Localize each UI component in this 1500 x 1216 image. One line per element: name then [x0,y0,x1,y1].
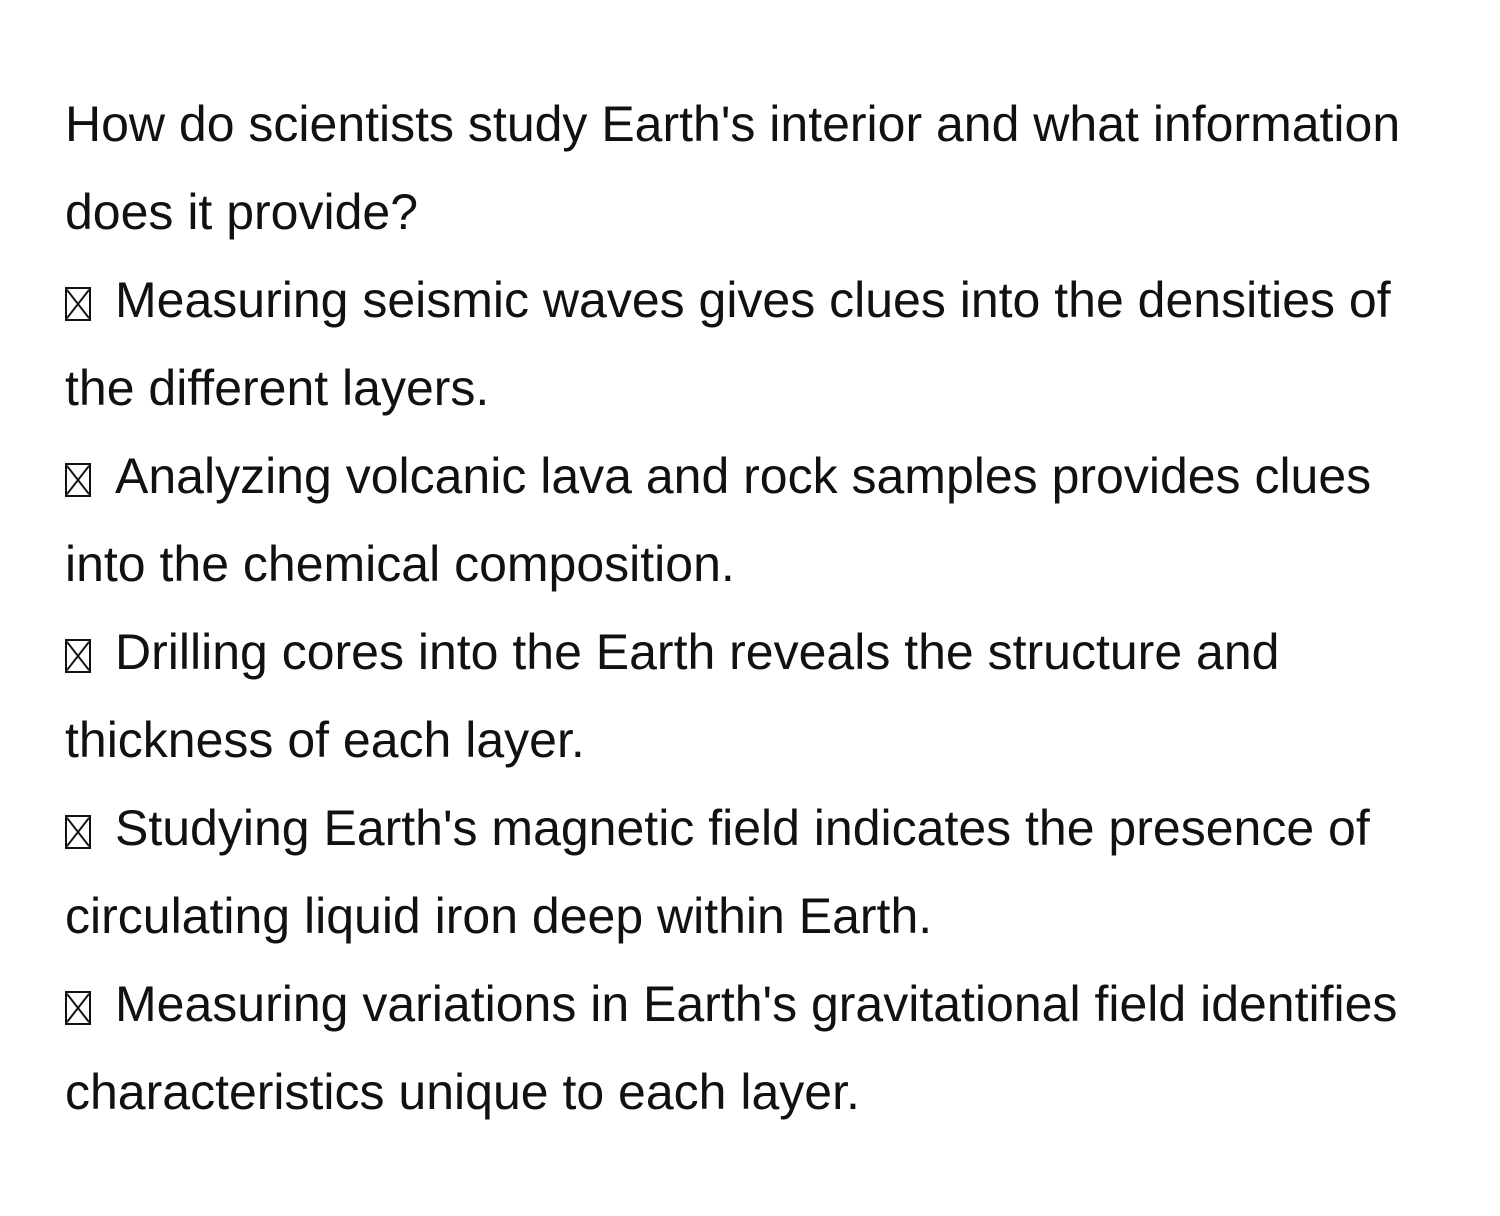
answer-option-label: Analyzing volcanic lava and rock samples provides clues into the chemical composition. [65,448,1372,592]
answer-option-label: Studying Earth's magnetic field indicates the presence of circulating liquid iron deep within Earth. [65,800,1370,944]
quiz-card [65,80,1455,1136]
answer-option[interactable] [65,784,1455,960]
answer-option-label: Measuring variations in Earth's gravitational field identifies characteristics unique to each layer. [65,976,1398,1120]
answer-option-label: Drilling cores into the Earth reveals the structure and thickness of each layer. [65,624,1280,768]
checkbox-icon[interactable] [65,639,91,673]
answer-option[interactable] [65,608,1455,784]
checkbox-icon[interactable] [65,815,91,849]
answer-option[interactable] [65,256,1455,432]
checkbox-icon[interactable] [65,991,91,1025]
checkbox-icon[interactable] [65,287,91,321]
checkbox-icon[interactable] [65,463,91,497]
answer-option[interactable] [65,960,1455,1136]
answer-option[interactable] [65,432,1455,608]
answer-option-label: Measuring seismic waves gives clues into the densities of the different layers. [65,272,1391,416]
question-text: How do scientists study Earth's interior and what information does it provide? [65,96,1401,240]
answer-options-list [65,256,1455,1136]
